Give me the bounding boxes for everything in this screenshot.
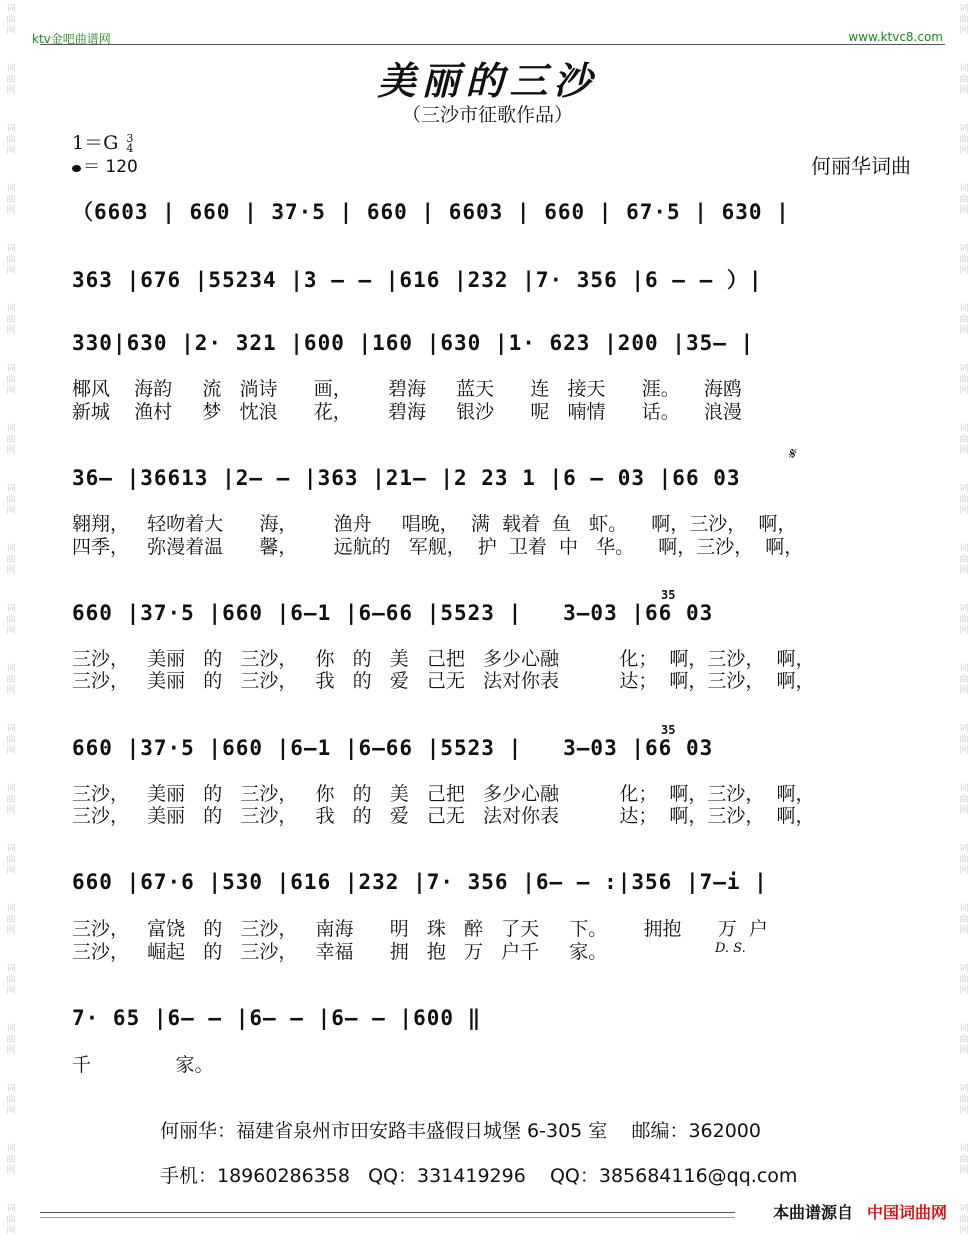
watermark-char: 词 [959, 604, 969, 614]
site-link-left[interactable]: ktv金吧曲谱网 [32, 32, 111, 46]
watermark-char: 曲 [6, 1215, 16, 1225]
watermark-char: 曲 [959, 555, 969, 565]
watermark-char: 网 [959, 86, 969, 96]
watermark-char: 词 [959, 724, 969, 734]
watermark-char: 网 [6, 806, 16, 816]
lyric-verse-2: 三沙， 崛起 的 三沙， 幸福 拥 抱 万 户千 家。 [72, 941, 608, 963]
left-watermark-strip [0, 0, 22, 1251]
watermark-char: 曲 [959, 195, 969, 205]
watermark-char: 曲 [6, 795, 16, 805]
watermark-char: 网 [959, 566, 969, 576]
watermark-char: 词 [6, 904, 16, 914]
watermark-mark [0, 304, 22, 364]
watermark-mark [0, 424, 22, 484]
time-sig-bottom: 4 [126, 142, 134, 155]
lyric-verse-2: 三沙， 美丽 的 三沙， 我 的 爱 己无 法对你表 达； 啊，三沙， 啊， [72, 670, 815, 692]
watermark-mark [0, 1024, 22, 1084]
watermark-char: 词 [6, 964, 16, 974]
composer: 何丽华词曲 [811, 154, 911, 178]
watermark-char: 词 [959, 1144, 969, 1154]
watermark-mark [953, 124, 975, 184]
watermark-char: 曲 [959, 435, 969, 445]
watermark-mark [953, 1204, 975, 1251]
key-label: 1＝G [72, 132, 119, 154]
watermark-char: 词 [6, 4, 16, 14]
grace-notes: 35 [661, 723, 676, 737]
watermark-char: 词 [959, 1084, 969, 1094]
watermark-mark [0, 364, 22, 424]
watermark-char: 网 [6, 386, 16, 396]
watermark-char: 曲 [6, 135, 16, 145]
watermark-char: 网 [6, 986, 16, 996]
song-title: 美丽的三沙 [377, 58, 598, 103]
score-line-4: 36— |36613 |2— — |363 |21— |2 23 1 |6 — 03 |66 03 [72, 466, 741, 490]
watermark-char: 词 [959, 1024, 969, 1034]
watermark-char: 曲 [6, 915, 16, 925]
watermark-mark [953, 364, 975, 424]
watermark-char: 曲 [6, 1035, 16, 1045]
watermark-char: 词 [6, 364, 16, 374]
watermark-char: 词 [6, 1024, 16, 1034]
watermark-char: 网 [959, 266, 969, 276]
watermark-char: 词 [959, 304, 969, 314]
author-contact: 手机：18960286358 QQ：331419296 QQ：385684116@qq.com [160, 1165, 798, 1187]
watermark-char: 曲 [959, 735, 969, 745]
watermark-char: 网 [959, 1106, 969, 1116]
lyric-verse-2: 四季， 弥漫着温 馨， 远航的 军舰， 护 卫着 中 华。 啊，三沙， 啊， [72, 536, 804, 558]
watermark-char: 网 [959, 1046, 969, 1056]
watermark-char: 词 [6, 124, 16, 134]
watermark-mark [0, 664, 22, 724]
quarter-note-icon [72, 165, 81, 172]
watermark-mark [953, 1024, 975, 1084]
watermark-char: 曲 [959, 1035, 969, 1045]
watermark-mark [0, 244, 22, 304]
watermark-char: 曲 [959, 495, 969, 505]
watermark-mark [953, 844, 975, 904]
lyric-verse-1: 千 家。 [72, 1054, 214, 1076]
watermark-mark [953, 1144, 975, 1204]
watermark-char: 词 [6, 784, 16, 794]
watermark-char: 网 [959, 206, 969, 216]
source-site-link[interactable]: 中国词曲网 [866, 1203, 947, 1222]
watermark-char: 曲 [959, 255, 969, 265]
watermark-char: 曲 [959, 1155, 969, 1165]
watermark-mark [0, 904, 22, 964]
watermark-mark [953, 964, 975, 1024]
watermark-char: 网 [959, 26, 969, 36]
watermark-char: 词 [959, 424, 969, 434]
watermark-mark [0, 184, 22, 244]
watermark-mark [953, 904, 975, 964]
watermark-char: 曲 [6, 75, 16, 85]
watermark-mark [0, 964, 22, 1024]
watermark-char: 网 [959, 986, 969, 996]
watermark-mark [953, 724, 975, 784]
watermark-char: 词 [6, 664, 16, 674]
watermark-char: 词 [6, 484, 16, 494]
watermark-char: 曲 [6, 435, 16, 445]
watermark-char: 词 [6, 184, 16, 194]
watermark-char: 网 [6, 506, 16, 516]
watermark-char: 曲 [959, 675, 969, 685]
watermark-char: 网 [959, 1166, 969, 1176]
watermark-mark [953, 544, 975, 604]
watermark-char: 词 [959, 664, 969, 674]
author-address: 何丽华：福建省泉州市田安路丰盛假日城堡 6-305 室 邮编：362000 [160, 1120, 761, 1142]
lyric-verse-1: 翱翔， 轻吻着大 海， 渔舟 唱晚， 满 载着 鱼 虾。 啊，三沙， 啊， [72, 513, 797, 535]
watermark-char: 词 [959, 124, 969, 134]
watermark-char: 曲 [959, 15, 969, 25]
watermark-mark [953, 244, 975, 304]
watermark-mark [0, 724, 22, 784]
lyric-verse-1: 椰风 海韵 流 淌诗 画， 碧海 蓝天 连 接天 涯。 海鸥 [72, 378, 742, 400]
watermark-char: 曲 [959, 1095, 969, 1105]
watermark-char: 词 [959, 364, 969, 374]
watermark-char: 曲 [959, 75, 969, 85]
watermark-char: 网 [959, 806, 969, 816]
watermark-char: 网 [6, 326, 16, 336]
song-subtitle: （三沙市征歌作品） [401, 104, 573, 126]
watermark-char: 词 [959, 4, 969, 14]
watermark-char: 词 [959, 1204, 969, 1214]
watermark-char: 词 [6, 604, 16, 614]
watermark-char: 网 [959, 386, 969, 396]
watermark-char: 词 [6, 244, 16, 254]
watermark-char: 网 [6, 446, 16, 456]
watermark-char: 网 [6, 86, 16, 96]
score-line-7: 660 |67·6 |530 |616 |232 |7· 356 |6— — :|356 |7—i | [72, 870, 768, 894]
score-line-3: 330|630 |2· 321 |600 |160 |630 |1· 623 |200 |35— | [72, 331, 755, 355]
watermark-mark [953, 604, 975, 664]
tempo-value: ＝ 120 [83, 157, 138, 177]
watermark-char: 曲 [959, 615, 969, 625]
watermark-char: 曲 [6, 855, 16, 865]
time-sig-top: 3 [126, 132, 134, 145]
grace-notes: 35 [661, 588, 676, 602]
watermark-mark [953, 304, 975, 364]
watermark-char: 网 [959, 146, 969, 156]
watermark-char: 网 [959, 1226, 969, 1236]
watermark-char: 网 [6, 746, 16, 756]
watermark-mark [0, 544, 22, 604]
time-signature [126, 134, 133, 154]
watermark-char: 曲 [6, 255, 16, 265]
watermark-char: 曲 [6, 1095, 16, 1105]
watermark-mark [953, 424, 975, 484]
lyric-verse-2: 新城 渔村 梦 忱浪 花， 碧海 银沙 呢 喃情 话。 浪漫 [72, 401, 742, 423]
watermark-mark [953, 664, 975, 724]
watermark-char: 曲 [6, 735, 16, 745]
watermark-char: 网 [6, 566, 16, 576]
watermark-char: 词 [959, 484, 969, 494]
watermark-mark [0, 1204, 22, 1251]
watermark-char: 网 [959, 746, 969, 756]
watermark-char: 词 [6, 724, 16, 734]
dal-segno: D. S. [715, 941, 746, 956]
watermark-char: 曲 [6, 555, 16, 565]
lyric-verse-1: 三沙， 美丽 的 三沙， 你 的 美 己把 多少心融 化； 啊，三沙， 啊， [72, 648, 815, 670]
footer-rule [40, 1212, 735, 1213]
watermark-char: 网 [959, 686, 969, 696]
watermark-char: 网 [6, 206, 16, 216]
lyric-verse-1: 三沙， 美丽 的 三沙， 你 的 美 己把 多少心融 化； 啊，三沙， 啊， [72, 783, 815, 805]
watermark-char: 网 [959, 326, 969, 336]
score-line-5: 660 |37·5 |660 |6—1 |6—66 |5523 | 3—03 |66 03 [72, 601, 714, 625]
watermark-char: 曲 [6, 975, 16, 985]
watermark-char: 网 [6, 146, 16, 156]
watermark-char: 网 [959, 506, 969, 516]
watermark-char: 词 [6, 1084, 16, 1094]
watermark-char: 词 [6, 1144, 16, 1154]
watermark-char: 词 [959, 544, 969, 554]
watermark-char: 词 [959, 964, 969, 974]
watermark-char: 词 [959, 64, 969, 74]
watermark-char: 词 [959, 844, 969, 854]
watermark-char: 曲 [6, 315, 16, 325]
lyric-verse-1: 三沙， 富饶 的 三沙， 南海 明 珠 醉 了天 下。 拥抱 万 户 [72, 918, 768, 940]
watermark-char: 词 [6, 304, 16, 314]
watermark-mark [0, 604, 22, 664]
watermark-char: 网 [6, 866, 16, 876]
watermark-char: 网 [6, 1046, 16, 1056]
tempo-marking [72, 152, 138, 177]
watermark-char: 曲 [959, 795, 969, 805]
watermark-char: 曲 [959, 1215, 969, 1225]
watermark-char: 曲 [959, 315, 969, 325]
lyric-verse-2: 三沙， 美丽 的 三沙， 我 的 爱 己无 法对你表 达； 啊，三沙， 啊， [72, 805, 815, 827]
right-watermark-strip [953, 0, 975, 1251]
watermark-char: 网 [959, 446, 969, 456]
score-line-8: 7· 65 |6— — |6— — |6— — |600 ‖ [72, 1006, 482, 1030]
watermark-char: 曲 [6, 15, 16, 25]
header-rule [40, 44, 945, 45]
watermark-char: 曲 [6, 675, 16, 685]
watermark-char: 网 [959, 626, 969, 636]
score-line-6: 660 |37·5 |660 |6—1 |6—66 |5523 | 3—03 |66 03 [72, 736, 714, 760]
watermark-char: 曲 [959, 135, 969, 145]
watermark-char: 网 [959, 926, 969, 936]
watermark-char: 曲 [959, 915, 969, 925]
watermark-char: 词 [6, 844, 16, 854]
watermark-char: 网 [6, 1166, 16, 1176]
watermark-char: 曲 [6, 495, 16, 505]
watermark-mark [0, 844, 22, 904]
watermark-char: 曲 [959, 375, 969, 385]
score-line-1: （6603 | 660 | 37·5 | 660 | 6603 | 660 | 67·5 | 630 | [72, 200, 790, 224]
watermark-char: 词 [959, 244, 969, 254]
watermark-char: 词 [6, 544, 16, 554]
source-label: 本曲谱源自 [772, 1203, 853, 1222]
watermark-char: 曲 [6, 1155, 16, 1165]
watermark-char: 词 [959, 784, 969, 794]
watermark-char: 网 [6, 26, 16, 36]
score-line-2: 363 |676 |55234 |3 — — |616 |232 |7· 356 |6 — — ）| [72, 268, 763, 292]
segno-icon: 𝄋 [788, 444, 795, 463]
watermark-mark [0, 124, 22, 184]
watermark-char: 网 [6, 686, 16, 696]
watermark-mark [0, 784, 22, 844]
watermark-char: 词 [959, 184, 969, 194]
watermark-mark [953, 1084, 975, 1144]
footer-rule-2 [40, 1217, 735, 1218]
watermark-mark [953, 784, 975, 844]
watermark-char: 曲 [6, 195, 16, 205]
watermark-char: 词 [959, 904, 969, 914]
site-link-right[interactable]: www.ktvc8.com [848, 30, 943, 44]
watermark-char: 网 [6, 1106, 16, 1116]
watermark-mark [0, 1144, 22, 1204]
watermark-mark [953, 484, 975, 544]
watermark-char: 网 [959, 866, 969, 876]
watermark-char: 网 [6, 926, 16, 936]
key-signature [72, 128, 133, 155]
watermark-char: 网 [6, 266, 16, 276]
watermark-char: 曲 [959, 975, 969, 985]
watermark-char: 词 [6, 424, 16, 434]
watermark-char: 网 [6, 1226, 16, 1236]
watermark-char: 曲 [959, 855, 969, 865]
source-credit [773, 1200, 947, 1223]
watermark-mark [0, 484, 22, 544]
watermark-char: 词 [6, 64, 16, 74]
watermark-mark [0, 1084, 22, 1144]
watermark-char: 曲 [6, 615, 16, 625]
watermark-mark [953, 184, 975, 244]
watermark-char: 词 [6, 1204, 16, 1214]
watermark-char: 曲 [6, 375, 16, 385]
watermark-char: 网 [6, 626, 16, 636]
